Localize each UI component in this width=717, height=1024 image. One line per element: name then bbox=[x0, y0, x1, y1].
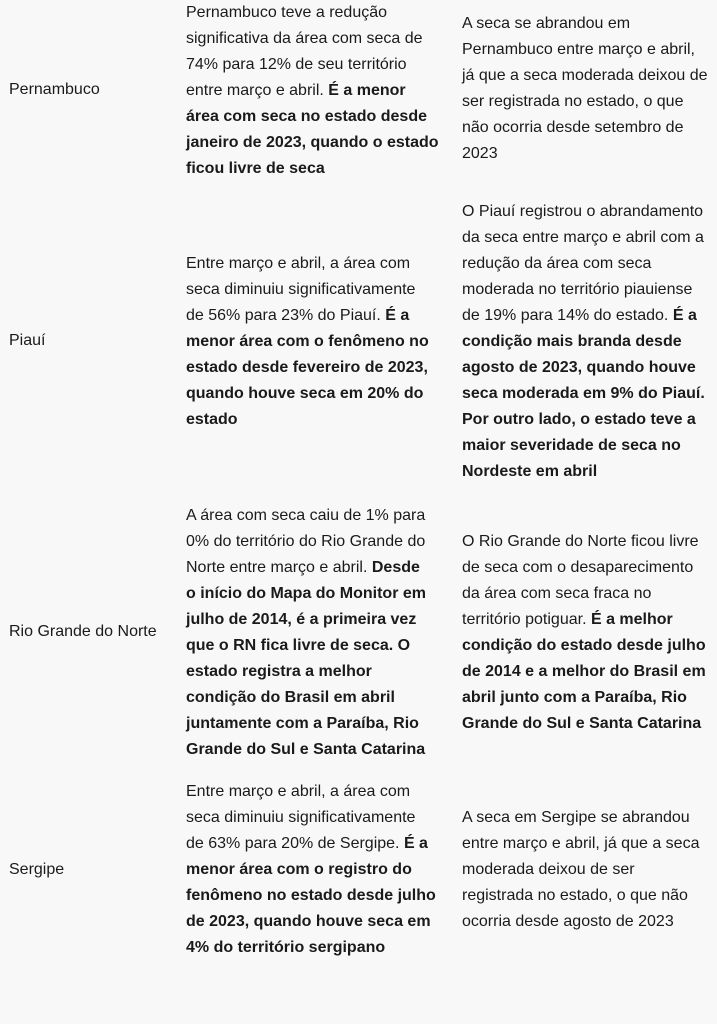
text-segment: território potiguar. bbox=[462, 611, 591, 628]
text-line bbox=[186, 52, 448, 78]
text-segment: A área com seca caiu de 1% para bbox=[186, 507, 426, 524]
text-segment: já que a seca moderada deixou de bbox=[462, 67, 708, 84]
text-line bbox=[186, 503, 448, 529]
text-line bbox=[462, 459, 717, 485]
text-segment: condição do estado desde julho bbox=[462, 637, 706, 654]
text-segment: condição do Brasil em abril bbox=[186, 689, 395, 706]
text-line bbox=[186, 529, 448, 555]
text-segment: não ocorria desde setembro de bbox=[462, 119, 684, 136]
drought-area-text bbox=[186, 251, 448, 433]
text-segment: significativa da área com seca de bbox=[186, 30, 423, 47]
text-segment: abril junto com a Paraíba, Rio bbox=[462, 689, 687, 706]
text-line bbox=[462, 141, 717, 167]
text-segment: estado registra a melhor bbox=[186, 663, 372, 680]
text-line bbox=[462, 831, 717, 857]
text-segment: seca moderada em 9% do Piauí. bbox=[462, 385, 705, 402]
text-line bbox=[186, 883, 448, 909]
text-line bbox=[462, 199, 717, 225]
text-segment: juntamente com a Paraíba, Rio bbox=[186, 715, 419, 732]
text-segment: de 63% para 20% de Sergipe. bbox=[186, 835, 404, 852]
drought-area-text bbox=[186, 0, 448, 182]
text-line bbox=[186, 104, 448, 130]
text-line bbox=[462, 883, 717, 909]
state-name: Pernambuco bbox=[9, 81, 100, 98]
text-segment: de 2014 e a melhor do Brasil em bbox=[462, 663, 706, 680]
text-segment: maior severidade de seca no bbox=[462, 437, 681, 454]
text-line bbox=[186, 935, 448, 961]
text-segment: Grande do Sul e Santa Catarina bbox=[186, 741, 426, 758]
text-line bbox=[462, 555, 717, 581]
text-line bbox=[462, 89, 717, 115]
text-line bbox=[462, 633, 717, 659]
text-line bbox=[186, 659, 448, 685]
drought-severity-text bbox=[462, 11, 717, 167]
text-segment: O Rio Grande do Norte ficou livre bbox=[462, 533, 699, 550]
text-line bbox=[186, 329, 448, 355]
text-line bbox=[462, 37, 717, 63]
text-line bbox=[462, 115, 717, 141]
text-segment: Pernambuco entre março e abril, bbox=[462, 41, 695, 58]
drought-severity-text bbox=[462, 805, 717, 935]
text-segment: menor área com o registro do bbox=[186, 861, 412, 878]
drought-severity-text bbox=[462, 199, 717, 485]
text-segment: Por outro lado, o estado teve a bbox=[462, 411, 696, 428]
text-segment: ser registrada no estado, o que bbox=[462, 93, 684, 110]
text-segment: Norte entre março e abril. bbox=[186, 559, 372, 576]
text-line bbox=[462, 251, 717, 277]
text-line bbox=[186, 355, 448, 381]
drought-area-text bbox=[186, 503, 448, 763]
text-line bbox=[462, 63, 717, 89]
text-segment: 4% do território sergipano bbox=[186, 939, 386, 956]
text-segment: de seca com o desaparecimento bbox=[462, 559, 694, 576]
text-segment: menor área com o fenômeno no bbox=[186, 333, 429, 350]
text-line bbox=[462, 11, 717, 37]
text-line bbox=[186, 909, 448, 935]
text-line bbox=[186, 26, 448, 52]
text-segment: Grande do Sul e Santa Catarina bbox=[462, 715, 702, 732]
text-line bbox=[462, 355, 717, 381]
text-segment: estado desde fevereiro de 2023, bbox=[186, 359, 428, 376]
text-segment: da área com seca fraca no bbox=[462, 585, 652, 602]
text-line bbox=[462, 407, 717, 433]
text-segment: 74% para 12% de seu território bbox=[186, 56, 407, 73]
text-segment: moderada deixou de ser bbox=[462, 861, 635, 878]
text-segment: ficou livre de seca bbox=[186, 160, 325, 177]
text-line bbox=[462, 303, 717, 329]
text-segment: de 2023, quando houve seca em bbox=[186, 913, 431, 930]
text-line bbox=[186, 0, 448, 26]
text-line bbox=[186, 685, 448, 711]
text-line bbox=[462, 659, 717, 685]
text-segment: O Piauí registrou o abrandamento bbox=[462, 203, 704, 220]
text-segment: julho de 2014, é a primeira vez bbox=[186, 611, 417, 628]
text-line bbox=[462, 225, 717, 251]
text-line bbox=[186, 633, 448, 659]
text-segment: agosto de 2023, quando houve bbox=[462, 359, 696, 376]
text-segment: registrada no estado, o que não bbox=[462, 887, 688, 904]
text-line bbox=[186, 737, 448, 763]
text-segment: Desde bbox=[371, 559, 420, 576]
text-segment: o início do Mapa do Monitor em bbox=[186, 585, 426, 602]
text-segment: A seca se abrandou em bbox=[462, 15, 631, 32]
text-line bbox=[462, 607, 717, 633]
drought-severity-text bbox=[462, 529, 717, 737]
text-segment: ocorria desde agosto de 2023 bbox=[462, 913, 674, 930]
text-line bbox=[186, 130, 448, 156]
text-line bbox=[186, 156, 448, 182]
text-segment: Pernambuco teve a redução bbox=[186, 4, 388, 21]
text-segment: de 19% para 14% do estado. bbox=[462, 307, 673, 324]
text-segment: É a menor bbox=[328, 82, 406, 99]
text-line bbox=[186, 251, 448, 277]
text-segment: redução da área com seca bbox=[462, 255, 652, 272]
text-segment: 2023 bbox=[462, 145, 498, 162]
text-line bbox=[462, 529, 717, 555]
state-name: Piauí bbox=[9, 332, 46, 349]
text-segment: Entre março e abril, a área com bbox=[186, 255, 411, 272]
text-line bbox=[462, 277, 717, 303]
text-line bbox=[462, 711, 717, 737]
text-line bbox=[186, 607, 448, 633]
text-line bbox=[186, 805, 448, 831]
text-segment: moderada no território piauiense bbox=[462, 281, 693, 298]
drought-area-text bbox=[186, 779, 448, 961]
text-segment: de 56% para 23% do Piauí. bbox=[186, 307, 386, 324]
text-line bbox=[462, 909, 717, 935]
text-segment: seca diminuiu significativamente bbox=[186, 809, 416, 826]
text-line bbox=[186, 779, 448, 805]
text-line bbox=[186, 78, 448, 104]
text-line bbox=[186, 711, 448, 737]
text-segment: entre março e abril. bbox=[186, 82, 329, 99]
text-segment: É a bbox=[385, 307, 410, 324]
text-line bbox=[186, 555, 448, 581]
text-line bbox=[186, 381, 448, 407]
text-segment: fenômeno no estado desde julho bbox=[186, 887, 436, 904]
text-segment: entre março e abril, já que a seca bbox=[462, 835, 700, 852]
text-segment: seca diminuiu significativamente bbox=[186, 281, 416, 298]
text-line bbox=[186, 407, 448, 433]
text-line bbox=[186, 857, 448, 883]
text-segment: É a melhor bbox=[590, 611, 673, 628]
text-segment: que o RN fica livre de seca. O bbox=[186, 637, 411, 654]
text-line bbox=[462, 329, 717, 355]
text-line bbox=[462, 581, 717, 607]
text-segment: quando houve seca em 20% do bbox=[186, 385, 424, 402]
text-line bbox=[186, 581, 448, 607]
state-name: Rio Grande do Norte bbox=[9, 623, 157, 640]
text-segment: A seca em Sergipe se abrandou bbox=[462, 809, 690, 826]
text-segment: Nordeste em abril bbox=[462, 463, 598, 480]
text-line bbox=[462, 381, 717, 407]
text-segment: 0% do território do Rio Grande do bbox=[186, 533, 426, 550]
text-segment: É a bbox=[672, 307, 697, 324]
text-line bbox=[186, 831, 448, 857]
text-segment: estado bbox=[186, 411, 238, 428]
state-name: Sergipe bbox=[9, 861, 65, 878]
text-segment: área com seca no estado desde bbox=[186, 108, 427, 125]
text-segment: janeiro de 2023, quando o estado bbox=[186, 134, 439, 151]
text-segment: condição mais branda desde bbox=[462, 333, 682, 350]
text-segment: da seca entre março e abril com a bbox=[462, 229, 704, 246]
text-segment: É a bbox=[403, 835, 428, 852]
text-segment: Entre março e abril, a área com bbox=[186, 783, 411, 800]
text-line bbox=[462, 857, 717, 883]
text-line bbox=[186, 303, 448, 329]
text-line bbox=[462, 805, 717, 831]
text-line bbox=[462, 685, 717, 711]
text-line bbox=[462, 433, 717, 459]
text-line bbox=[186, 277, 448, 303]
